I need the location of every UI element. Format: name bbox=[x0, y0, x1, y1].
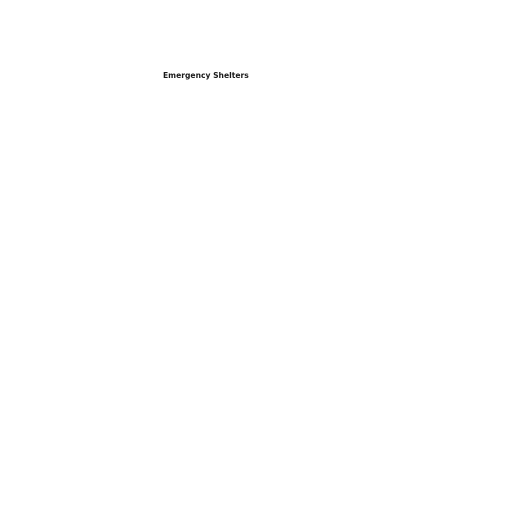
headline-line-1 bbox=[163, 70, 361, 81]
headline-line-1-english: Emergency Shelters bbox=[163, 71, 249, 80]
article-column bbox=[163, 70, 361, 512]
article-headline bbox=[163, 70, 361, 81]
